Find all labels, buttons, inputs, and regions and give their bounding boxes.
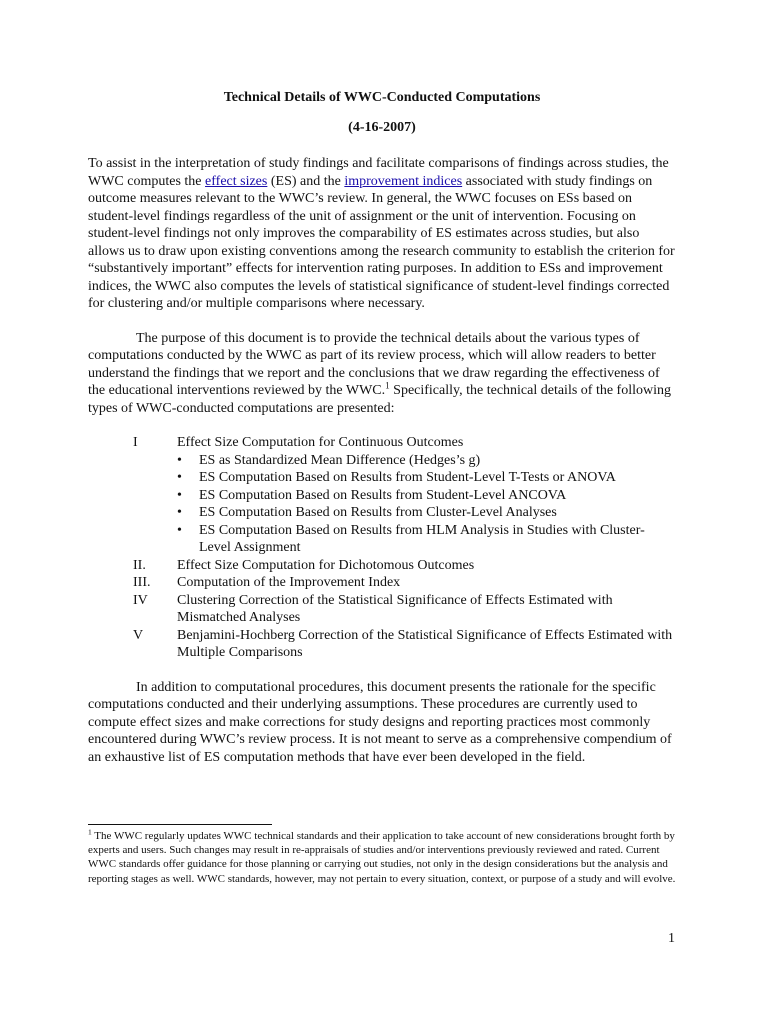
bullet-text: ES Computation Based on Results from Student-Level ANCOVA xyxy=(199,487,567,503)
footnote-divider xyxy=(88,824,272,825)
outline-number: I xyxy=(133,435,138,450)
purpose-paragraph: The purpose of this document is to provide the technical details about the various types of computations conducted by the WWC as part of its review process, which will allow readers to better understand the findings that we report and the conclusions that we draw regarding the effectiveness of the educational interventions reviewed by the WWC.$^1$ Specifically, the technical details of the following types of WWC-conducted computations are presented: xyxy=(88,330,671,416)
outline-text: Clustering Correction of the Statistical Significance of Effects Estimated with Mismatched Analyses xyxy=(177,592,613,625)
outline-bullet xyxy=(88,469,676,487)
outline-text: Computation of the Improvement Index xyxy=(177,575,401,590)
intro-paragraph: To assist in the interpretation of study findings and facilitate comparisons of findings across studies, the WWC computes the effect sizes (ES) and the improvement indices associated with study findings on outcome measures relevant to the WWC’s review. In general, the WWC focuses on ESs based on student-level findings regardless of the unit of assignment or the unit of intervention. Focusing on student-level findings not only improves the comparability of ES estimates across studies, but also allows us to draw upon existing conventions among the research community to establish the criterion for “substantively important” effects for intervention rating purposes. In addition to ESs and improvement indices, the WWC also computes the levels of statistical significance of student-level findings corrected for clustering and/or multiple comparisons where necessary. xyxy=(88,156,675,311)
improvement-indices-link[interactable]: improvement indices xyxy=(344,173,463,189)
footnote-number: 1 xyxy=(88,827,92,837)
footnote-text: The WWC regularly updates WWC technical standards and their application to take account of new considerations brought forth by experts and users. Such changes may result in re-appraisals of studies and/or interventions previously reviewed and rated. Current WWC standards offer guidance for those planning or carrying out studies, not only in the design considerations but the analysis and reporting stages as well. WWC standards, however, may not pertain to every situation, context, or purpose of a study and will evolve. xyxy=(88,830,676,885)
bullet-icon: • xyxy=(177,452,182,468)
document-title: Technical Details of WWC-Conducted Computations xyxy=(223,90,541,105)
outline-text: Effect Size Computation for Dichotomous Outcomes xyxy=(177,557,475,573)
page-number: 1 xyxy=(668,931,675,946)
outline-item xyxy=(88,627,676,662)
outline-item xyxy=(88,434,676,452)
outline-item xyxy=(88,592,676,627)
bullet-text: ES Computation Based on Results from HLM Analysis in Studies with Cluster-Level Assignment xyxy=(199,522,645,555)
footnote-reference: 1 xyxy=(385,380,390,391)
outline-bullet xyxy=(88,487,676,505)
outline-number: III. xyxy=(133,575,151,590)
bullet-text: ES Computation Based on Results from Student-Level T-Tests or ANOVA xyxy=(199,470,616,485)
bullet-icon: • xyxy=(177,470,182,485)
outline-item xyxy=(88,574,676,592)
bullet-icon: • xyxy=(177,505,182,520)
bullet-icon: • xyxy=(177,487,182,503)
computations-outline xyxy=(88,434,676,662)
outline-bullet xyxy=(88,452,676,470)
bullet-text: ES as Standardized Mean Difference (Hedges’s g) xyxy=(199,452,481,468)
outline-number: IV xyxy=(133,592,148,608)
rationale-paragraph: In addition to computational procedures, this document presents the rationale for the specific computations conducted and their underlying assumptions. These procedures are currently used to compute effect sizes and make corrections for study designs and reporting practices most commonly encountered during WWC’s review process. It is not meant to serve as a comprehensive compendium of an exhaustive list of ES computation methods that have ever been developed in the field. xyxy=(88,679,672,765)
document-date: (4-16-2007) xyxy=(348,120,416,135)
bullet-text: ES Computation Based on Results from Cluster-Level Analyses xyxy=(199,505,557,520)
bullet-icon: • xyxy=(177,522,182,538)
outline-item xyxy=(88,557,676,575)
outline-text: Benjamini-Hochberg Correction of the Statistical Significance of Effects Estimated with Multiple Comparisons xyxy=(177,627,673,660)
outline-bullet xyxy=(88,522,676,557)
footnote xyxy=(88,829,678,886)
effect-sizes-link[interactable]: effect sizes xyxy=(205,173,268,189)
document-page xyxy=(88,88,676,766)
outline-number: V xyxy=(133,627,144,643)
outline-number: II. xyxy=(133,557,146,573)
outline-bullet xyxy=(88,504,676,522)
outline-text: Effect Size Computation for Continuous Outcomes xyxy=(177,435,464,450)
